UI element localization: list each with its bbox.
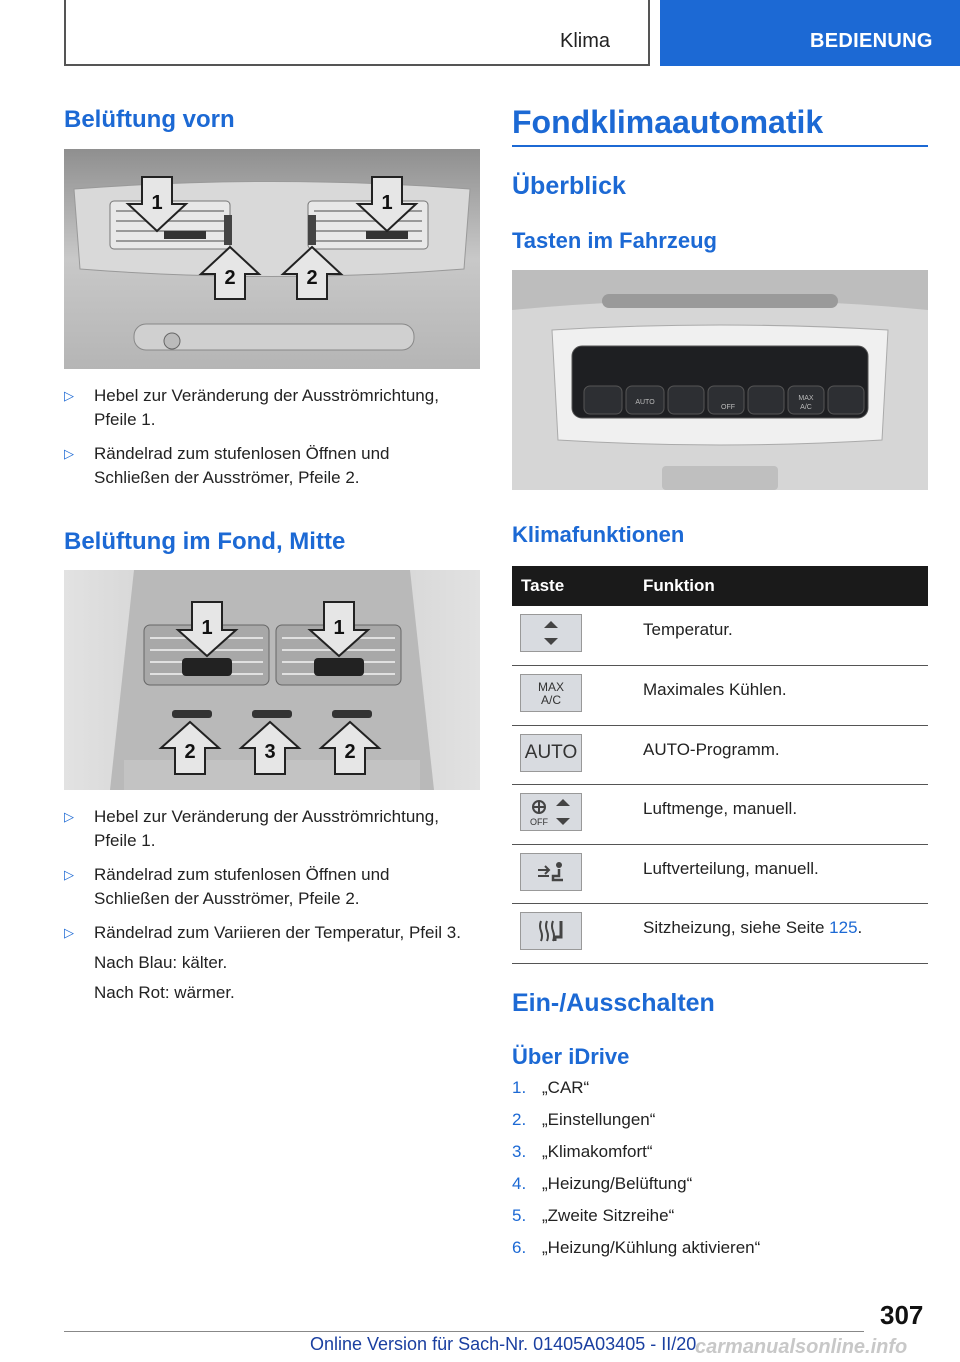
svg-text:OFF: OFF bbox=[530, 817, 548, 827]
photo-front-vents bbox=[64, 149, 480, 369]
table-row bbox=[512, 785, 928, 845]
svg-text:2: 2 bbox=[344, 741, 356, 763]
triangle-bullet-icon: ▷ bbox=[64, 446, 74, 461]
table-row bbox=[512, 725, 928, 785]
function-text: Maximales Kühlen. bbox=[640, 666, 928, 726]
list-item: 1. „CAR“ bbox=[512, 1078, 590, 1097]
svg-text:2: 2 bbox=[224, 267, 236, 289]
note-blue: Nach Blau: kälter. bbox=[94, 953, 228, 972]
table-row bbox=[512, 904, 928, 964]
fan-off-arrows-icon bbox=[520, 793, 582, 831]
svg-text:AUTO: AUTO bbox=[635, 399, 655, 406]
max-ac-icon bbox=[520, 674, 582, 712]
svg-text:MAX: MAX bbox=[798, 395, 814, 402]
heading-tasten: Tasten im Fahrzeug bbox=[512, 228, 717, 253]
climate-functions-table bbox=[512, 566, 928, 964]
header-tab-bedienung: BEDIENUNG bbox=[660, 0, 960, 66]
triangle-bullet-icon: ▷ bbox=[64, 809, 74, 824]
svg-text:A/C: A/C bbox=[540, 693, 562, 707]
column-header-funktion: Funktion bbox=[640, 566, 928, 606]
heading-ueber-idrive: Über iDrive bbox=[512, 1044, 630, 1069]
table-row bbox=[512, 844, 928, 904]
svg-text:1: 1 bbox=[333, 617, 345, 639]
svg-text:2: 2 bbox=[184, 741, 196, 763]
svg-text:2: 2 bbox=[306, 267, 318, 289]
list-item: ▷ Rändelrad zum stufenlosen Öffnen und Schließen der Ausströmer, Pfeile 2. bbox=[64, 444, 390, 487]
function-text: Luftverteilung, manuell. bbox=[640, 844, 928, 904]
function-text: AUTO-Programm. bbox=[640, 725, 928, 785]
footer-rule bbox=[64, 1331, 864, 1332]
list-front-vents bbox=[64, 384, 464, 500]
air-distribution-icon bbox=[520, 853, 582, 891]
svg-text:1: 1 bbox=[201, 617, 213, 639]
heading-ueberblick: Überblick bbox=[512, 172, 626, 200]
auto-icon: AUTO bbox=[520, 734, 582, 772]
list-item: ▷ Rändelrad zum Variieren der Temperatur, Pfeil 3. Nach Blau: kälter. Nach Rot: wärmer. bbox=[64, 921, 464, 1005]
triangle-bullet-icon: ▷ bbox=[64, 388, 74, 403]
heading-belueftung-fond: Belüftung im Fond, Mitte bbox=[64, 528, 346, 555]
list-item: ▷ Hebel zur Veränderung der Ausströmrichtung, Pfeile 1. bbox=[64, 807, 439, 850]
photo-rear-climate-panel bbox=[512, 270, 928, 490]
photo-rear-vents bbox=[64, 570, 480, 790]
column-header-taste: Taste bbox=[512, 566, 640, 606]
heading-klimafunktionen: Klimafunktionen bbox=[512, 522, 685, 547]
list-item: 6. „Heizung/Kühlung aktivieren“ bbox=[512, 1238, 761, 1257]
triangle-bullet-icon: ▷ bbox=[64, 867, 74, 882]
table-row bbox=[512, 666, 928, 726]
list-rear-vents bbox=[64, 805, 464, 1015]
heading-fondklimaautomatik: Fondklimaautomatik bbox=[512, 104, 824, 140]
list-item: 2. „Einstellungen“ bbox=[512, 1110, 656, 1129]
svg-text:A/C: A/C bbox=[800, 404, 812, 411]
table-row bbox=[512, 606, 928, 666]
svg-text:3: 3 bbox=[264, 741, 276, 763]
svg-text:MAX: MAX bbox=[537, 680, 565, 694]
list-item: 3. „Klimakomfort“ bbox=[512, 1142, 653, 1161]
idrive-steps bbox=[512, 1078, 760, 1270]
temperature-arrows-icon bbox=[520, 614, 582, 652]
svg-text:1: 1 bbox=[151, 192, 163, 214]
list-item: 5. „Zweite Sitzreihe“ bbox=[512, 1206, 675, 1225]
page-number: 307 bbox=[880, 1300, 924, 1330]
function-text: Temperatur. bbox=[640, 606, 928, 666]
function-text: Sitzheizung, siehe Seite 125. bbox=[640, 904, 928, 964]
list-item: 4. „Heizung/Belüftung“ bbox=[512, 1174, 693, 1193]
svg-text:1: 1 bbox=[381, 192, 393, 214]
watermark: carmanualsonline.info bbox=[695, 1336, 908, 1358]
heading-ein-ausschalten: Ein-/Ausschalten bbox=[512, 989, 715, 1017]
page-link-125[interactable]: 125 bbox=[829, 918, 858, 937]
header-section-label: Klima bbox=[560, 30, 611, 52]
triangle-bullet-icon: ▷ bbox=[64, 925, 74, 940]
function-text: Luftmenge, manuell. bbox=[640, 785, 928, 845]
heading-rule bbox=[512, 145, 928, 147]
list-item: ▷ Hebel zur Veränderung der Ausströmrichtung, Pfeile 1. bbox=[64, 386, 439, 429]
seat-heating-icon bbox=[520, 912, 582, 950]
footer-text: Online Version für Sach-Nr. 01405A03405 - II/20 bbox=[310, 1334, 697, 1354]
note-red: Nach Rot: wärmer. bbox=[94, 983, 235, 1002]
list-item: ▷ Rändelrad zum stufenlosen Öffnen und Schließen der Ausströmer, Pfeile 2. bbox=[64, 865, 390, 908]
svg-text:OFF: OFF bbox=[721, 404, 735, 411]
heading-belueftung-vorn: Belüftung vorn bbox=[64, 106, 235, 133]
